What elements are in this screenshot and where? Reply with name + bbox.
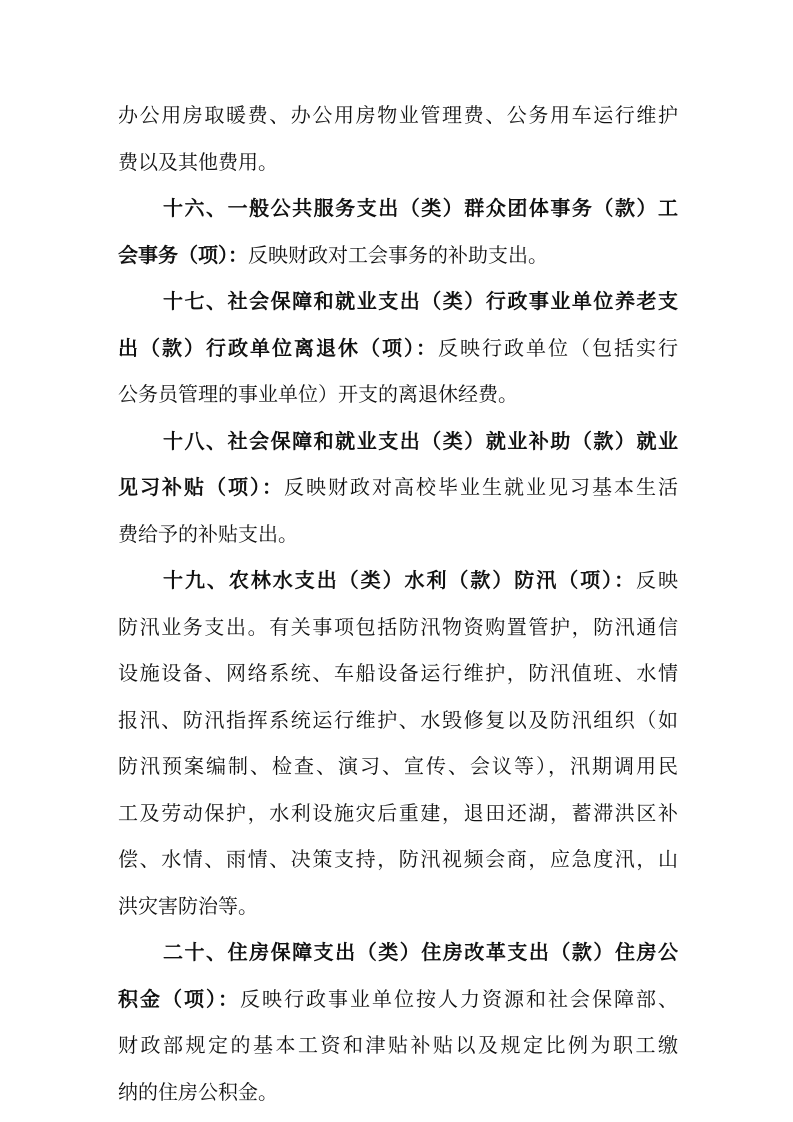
- paragraph-item-20: [118, 929, 678, 1115]
- text-line: 费给予的补贴支出。: [118, 521, 298, 546]
- text-line: 费以及其他费用。: [118, 149, 278, 174]
- text-line: 设施设备、网络系统、车船设备运行维护，防汛值班、水情: [118, 661, 678, 685]
- text-line: 十六、一般公共服务支出（类）群众团体事务（款）工: [163, 196, 678, 220]
- paragraph-item-16: [118, 185, 678, 278]
- text-line: 十九、农林水支出（类）水利（款）防汛（项）：反映: [163, 568, 679, 592]
- paragraph-item-18: [118, 418, 678, 558]
- text-line: 公务员管理的事业单位）开支的离退休经费。: [118, 382, 518, 406]
- paragraph-item-17: [118, 278, 678, 418]
- text-line: 洪灾害防治等。: [118, 893, 258, 918]
- text-line: 会事务（项）：反映财政对工会事务的补助支出。: [118, 242, 548, 267]
- text-line: 偿、水情、雨情、决策支持，防汛视频会商，应急度汛，山: [118, 847, 678, 871]
- text-line: 十八、社会保障和就业支出（类）就业补助（款）就业: [163, 428, 678, 453]
- paragraph-continuation: [118, 92, 678, 185]
- text-line: 见习补贴（项）：反映财政对高校毕业生就业见习基本生活: [118, 475, 678, 499]
- text-line: 防汛业务支出。有关事项包括防汛物资购置管护，防汛通信: [118, 614, 678, 639]
- text-line: 办公用房取暖费、办公用房物业管理费、公务用车运行维护: [118, 103, 678, 127]
- text-line: 工及劳动保护，水利设施灾后重建，退田还湖，蓄滞洪区补: [118, 800, 678, 825]
- text-line: 报汛、防汛指挥系统运行维护、水毁修复以及防汛组织（如: [118, 707, 678, 732]
- document-page: [118, 92, 678, 1115]
- text-line: 纳的住房公积金。: [118, 1079, 278, 1104]
- text-line: 积金（项）：反映行政事业单位按人力资源和社会保障部、: [118, 986, 678, 1011]
- text-line: 十七、社会保障和就业支出（类）行政事业单位养老支: [163, 289, 678, 313]
- text-line: 出（款）行政单位离退休（项）：反映行政单位（包括实行: [118, 335, 678, 360]
- paragraph-item-19: [118, 557, 678, 929]
- text-line: 二十、住房保障支出（类）住房改革支出（款）住房公: [163, 940, 678, 964]
- text-line: 财政部规定的基本工资和津贴补贴以及规定比例为职工缴: [118, 1033, 678, 1057]
- text-line: 防汛预案编制、检查、演习、宣传、会议等），汛期调用民: [118, 754, 678, 778]
